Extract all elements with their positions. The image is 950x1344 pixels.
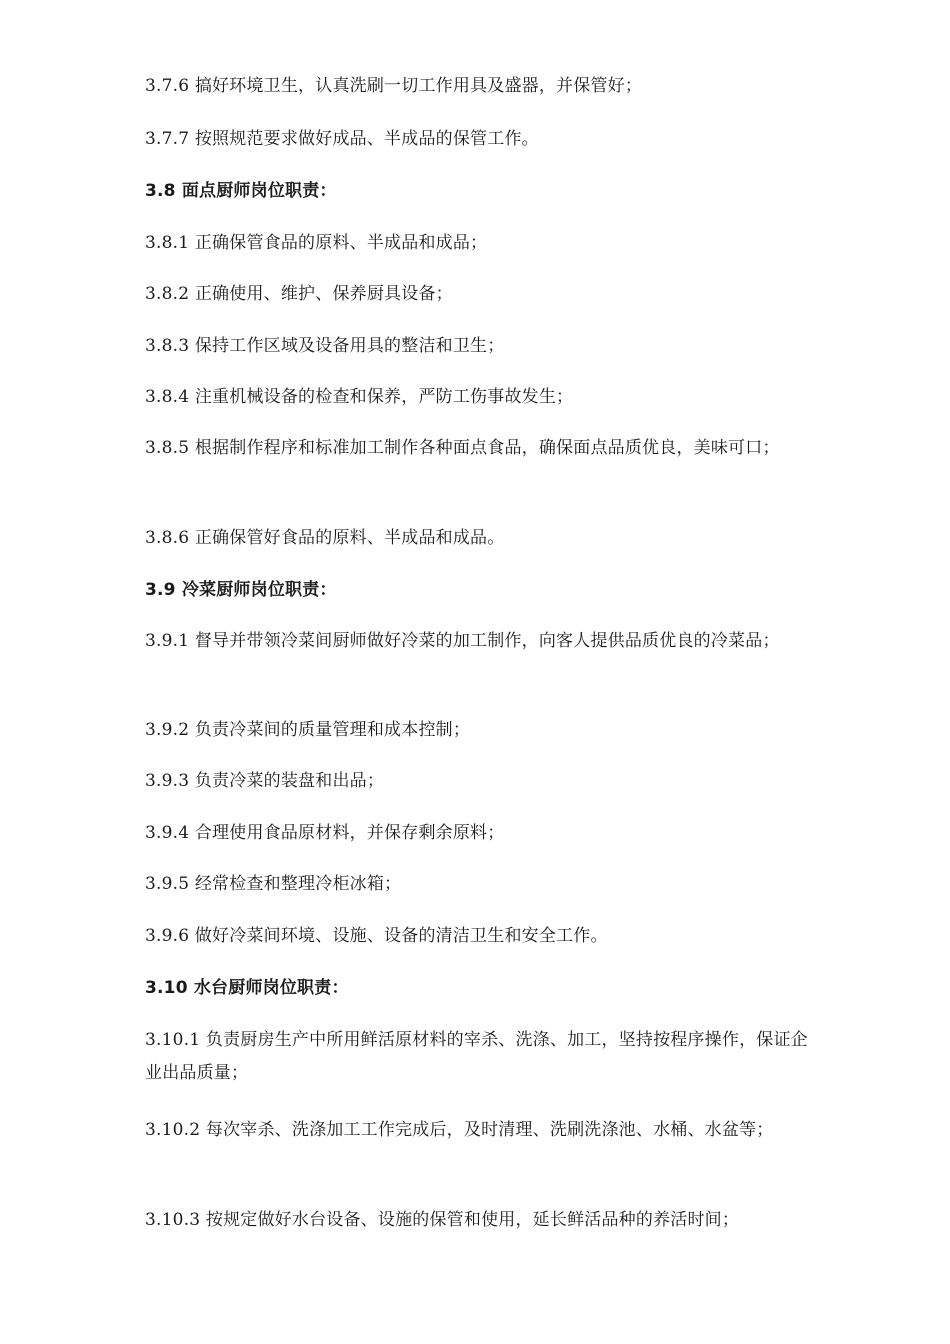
paragraph-3-7-7: 3.7.7 按照规范要求做好成品、半成品的保管工作。 [145, 129, 539, 149]
paragraph-3-7-6: 3.7.6 搞好环境卫生，认真洗刷一切工作用具及盛器，并保管好； [145, 76, 643, 96]
section-heading-3-10: 3.10 水台厨师岗位职责： [145, 978, 349, 998]
paragraph-3-9-2: 3.9.2 负责冷菜间的质量管理和成本控制； [145, 720, 471, 740]
paragraph-3-9-1: 3.9.1 督导并带领冷菜间厨师做好冷菜的加工制作，向客人提供品质优良的冷菜品； [145, 631, 780, 651]
paragraph-3-10-3: 3.10.3 按规定做好水台设备、设施的保管和使用，延长鲜活品种的养活时间； [145, 1210, 740, 1230]
paragraph-3-9-5: 3.9.5 经常检查和整理冷柜冰箱； [145, 874, 402, 894]
paragraph-3-9-6: 3.9.6 做好冷菜间环境、设施、设备的清洁卫生和安全工作。 [145, 926, 608, 946]
paragraph-3-8-6: 3.8.6 正确保管好食品的原料、半成品和成品。 [145, 528, 505, 548]
paragraph-3-10-2: 3.10.2 每次宰杀、洗涤加工工作完成后，及时清理、洗刷洗涤池、水桶、水盆等； [145, 1120, 774, 1140]
paragraph-3-8-1: 3.8.1 正确保管食品的原料、半成品和成品； [145, 233, 488, 253]
paragraph-3-8-3: 3.8.3 保持工作区域及设备用具的整洁和卫生； [145, 336, 505, 356]
paragraph-3-10-1: 3.10.1 负责厨房生产中所用鲜活原材料的宰杀、洗涤、加工，坚持按程序操作，保证企业出品质量； [145, 1030, 808, 1083]
paragraph-3-9-4: 3.9.4 合理使用食品原材料，并保存剩余原料； [145, 823, 505, 843]
paragraph-3-8-4: 3.8.4 注重机械设备的检查和保养，严防工伤事故发生； [145, 387, 574, 407]
paragraph-3-8-5: 3.8.5 根据制作程序和标准加工制作各种面点食品，确保面点品质优良，美味可口； [145, 438, 780, 458]
section-heading-3-9: 3.9 冷菜厨师岗位职责： [145, 580, 337, 600]
paragraph-3-8-2: 3.8.2 正确使用、维护、保养厨具设备； [145, 284, 453, 304]
paragraph-3-9-3: 3.9.3 负责冷菜的装盘和出品； [145, 771, 385, 791]
section-heading-3-8: 3.8 面点厨师岗位职责： [145, 181, 337, 201]
